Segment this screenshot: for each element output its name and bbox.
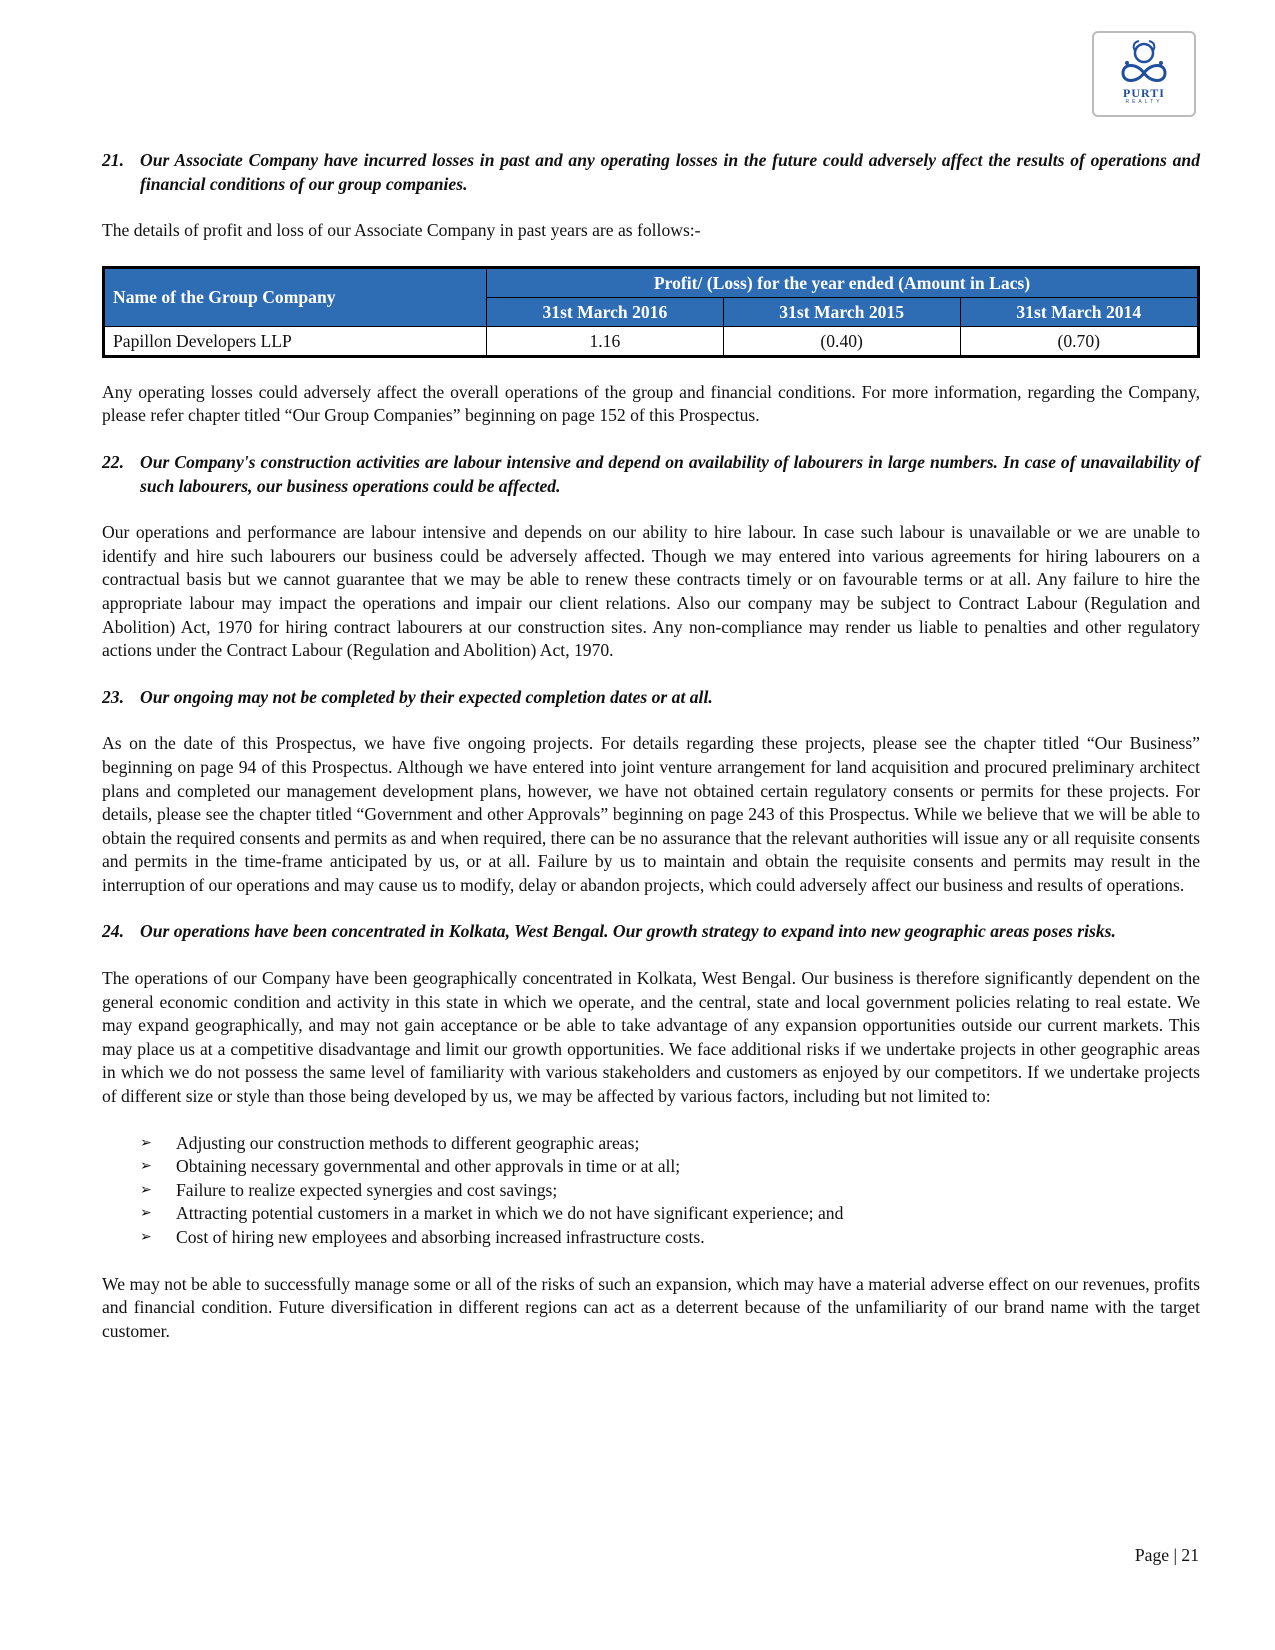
- value-cell: 1.16: [487, 326, 724, 356]
- profit-loss-group-header: Profit/ (Loss) for the year ended (Amount in Lacs): [487, 267, 1199, 297]
- infinity-emblem-icon: [1113, 39, 1175, 87]
- risk-factor-list: [102, 1132, 1200, 1250]
- risk-heading-22: [102, 451, 1200, 498]
- table-intro: The details of profit and loss of our Associate Company in past years are as follows:-: [102, 220, 701, 241]
- risk-title: Our Associate Company have incurred losses in past and any operating losses in the future could adversely affect the results of operations and financial conditions of our group companies.: [140, 150, 1200, 194]
- name-column-header: Name of the Group Company: [104, 267, 487, 326]
- page-number: Page | 21: [1134, 1545, 1199, 1565]
- list-item: ➢ Failure to realize expected synergies and cost savings;: [140, 1179, 1200, 1203]
- profit-loss-table: [102, 266, 1200, 358]
- arrow-bullet-icon: ➢: [140, 1158, 152, 1175]
- risk-title: Our Company's construction activities are labour intensive and depend on availability of labourers in large numbers. In case of unavailability of such labourers, our business operations could be affected.: [140, 451, 1200, 496]
- arrow-bullet-icon: ➢: [140, 1134, 152, 1151]
- list-item: ➢ Adjusting our construction methods to different geographic areas;: [140, 1132, 1200, 1156]
- value-cell: (0.70): [960, 326, 1198, 356]
- risk-title: Our ongoing may not be completed by their expected completion dates or at all.: [140, 686, 713, 707]
- year-header: 31st March 2016: [487, 297, 724, 326]
- paragraph: Our operations and performance are labour intensive and depends on our ability to hire labour. In case such labour is unavailable or we are unable to identify and hire such labourers our business could be adversely affected. Though we may entered into various agreements for hiring labourers on a contractual basis but we cannot guarantee that we may be able to renew these contracts timely or on favourable terms or at all. Any failure to hire the appropriate labour may impact the operations and impair our client relations. Also our company may be subject to Contract Labour (Regulation and Abolition) Act, 1970 for hiring contract labourers at our construction sites. Any non-compliance may render us liable to penalties and other regulatory actions under the Contract Labour (Regulation and Abolition) Act, 1970.: [102, 522, 1200, 661]
- risk-number: 22.: [102, 451, 124, 472]
- arrow-bullet-icon: ➢: [140, 1181, 152, 1198]
- paragraph: Any operating losses could adversely affect the overall operations of the group and financial conditions. For more information, regarding the Company, please refer chapter titled “Our Group Companies” beginning on page 152 of this Prospectus.: [102, 381, 1200, 426]
- year-header: 31st March 2014: [960, 297, 1198, 326]
- risk-heading-24: [102, 920, 1200, 944]
- year-header: 31st March 2015: [723, 297, 960, 326]
- arrow-bullet-icon: ➢: [140, 1205, 152, 1222]
- risk-title: Our operations have been concentrated in Kolkata, West Bengal. Our growth strategy to expand into new geographic areas poses risks.: [140, 921, 1116, 942]
- value-cell: (0.40): [723, 326, 960, 356]
- risk-heading-21: [102, 149, 1200, 196]
- paragraph: As on the date of this Prospectus, we have five ongoing projects. For details regarding these projects, please see the chapter titled “Our Business” beginning on page 94 of this Prospectus. Although we have entered into joint venture arrangement for land acquisition and procured preliminary architect plans and completed our management development plans, however, we have not obtained certain regulatory consents or permits for these projects. For details, please see the chapter titled “Government and other Approvals” beginning on page 243 of this Prospectus. While we believe that we will be able to obtain the required consents and permits as and when required, there can be no assurance that the relevant authorities will issue any or all requisite consents and permits in the time-frame anticipated by us, or at all. Failure by us to maintain and obtain the requisite consents and permits may result in the interruption of our operations and may cause us to modify, delay or abandon projects, which could adversely affect our business and results of operations.: [102, 733, 1200, 895]
- risk-number: 23.: [102, 686, 124, 707]
- company-logo: [1092, 31, 1196, 117]
- logo-brand: PURTI: [1123, 86, 1165, 100]
- logo-subtitle: REALTY: [1125, 99, 1163, 105]
- risk-number: 24.: [102, 921, 124, 942]
- paragraph: We may not be able to successfully manage some or all of the risks of such an expansion, which may have a material adverse effect on our revenues, profits and financial condition. Future diversification in different regions can act as a deterrent because of the unfamiliarity of our brand name with the target customer.: [102, 1273, 1200, 1341]
- document-body: [102, 149, 1200, 1366]
- arrow-bullet-icon: ➢: [140, 1229, 152, 1245]
- company-name-cell: Papillon Developers LLP: [104, 326, 487, 356]
- list-item: ➢ Attracting potential customers in a market in which we do not have significant experience; and: [140, 1202, 1200, 1226]
- paragraph: The operations of our Company have been geographically concentrated in Kolkata, West Bengal. Our business is therefore significantly dependent on the general economic condition and activity in this state in which we operate, and the central, state and local government policies relating to real estate. We may expand geographically, and may not gain acceptance or be able to take advantage of any expansion opportunities outside our current markets. This may place us at a competitive disadvantage and limit our growth opportunities. We face additional risks if we undertake projects in other geographic areas in which we do not possess the same level of familiarity with various stakeholders and customers as enjoyed by our competitors. If we undertake projects of different size or style than those being developed by us, we may be affected by various factors, including but not limited to:: [102, 968, 1200, 1107]
- list-item: ➢ Cost of hiring new employees and absorbing increased infrastructure costs.: [140, 1226, 1200, 1250]
- risk-heading-23: [102, 686, 1200, 710]
- table-row: [104, 326, 1199, 356]
- risk-number: 21.: [102, 150, 124, 170]
- list-item: ➢ Obtaining necessary governmental and other approvals in time or at all;: [140, 1155, 1200, 1179]
